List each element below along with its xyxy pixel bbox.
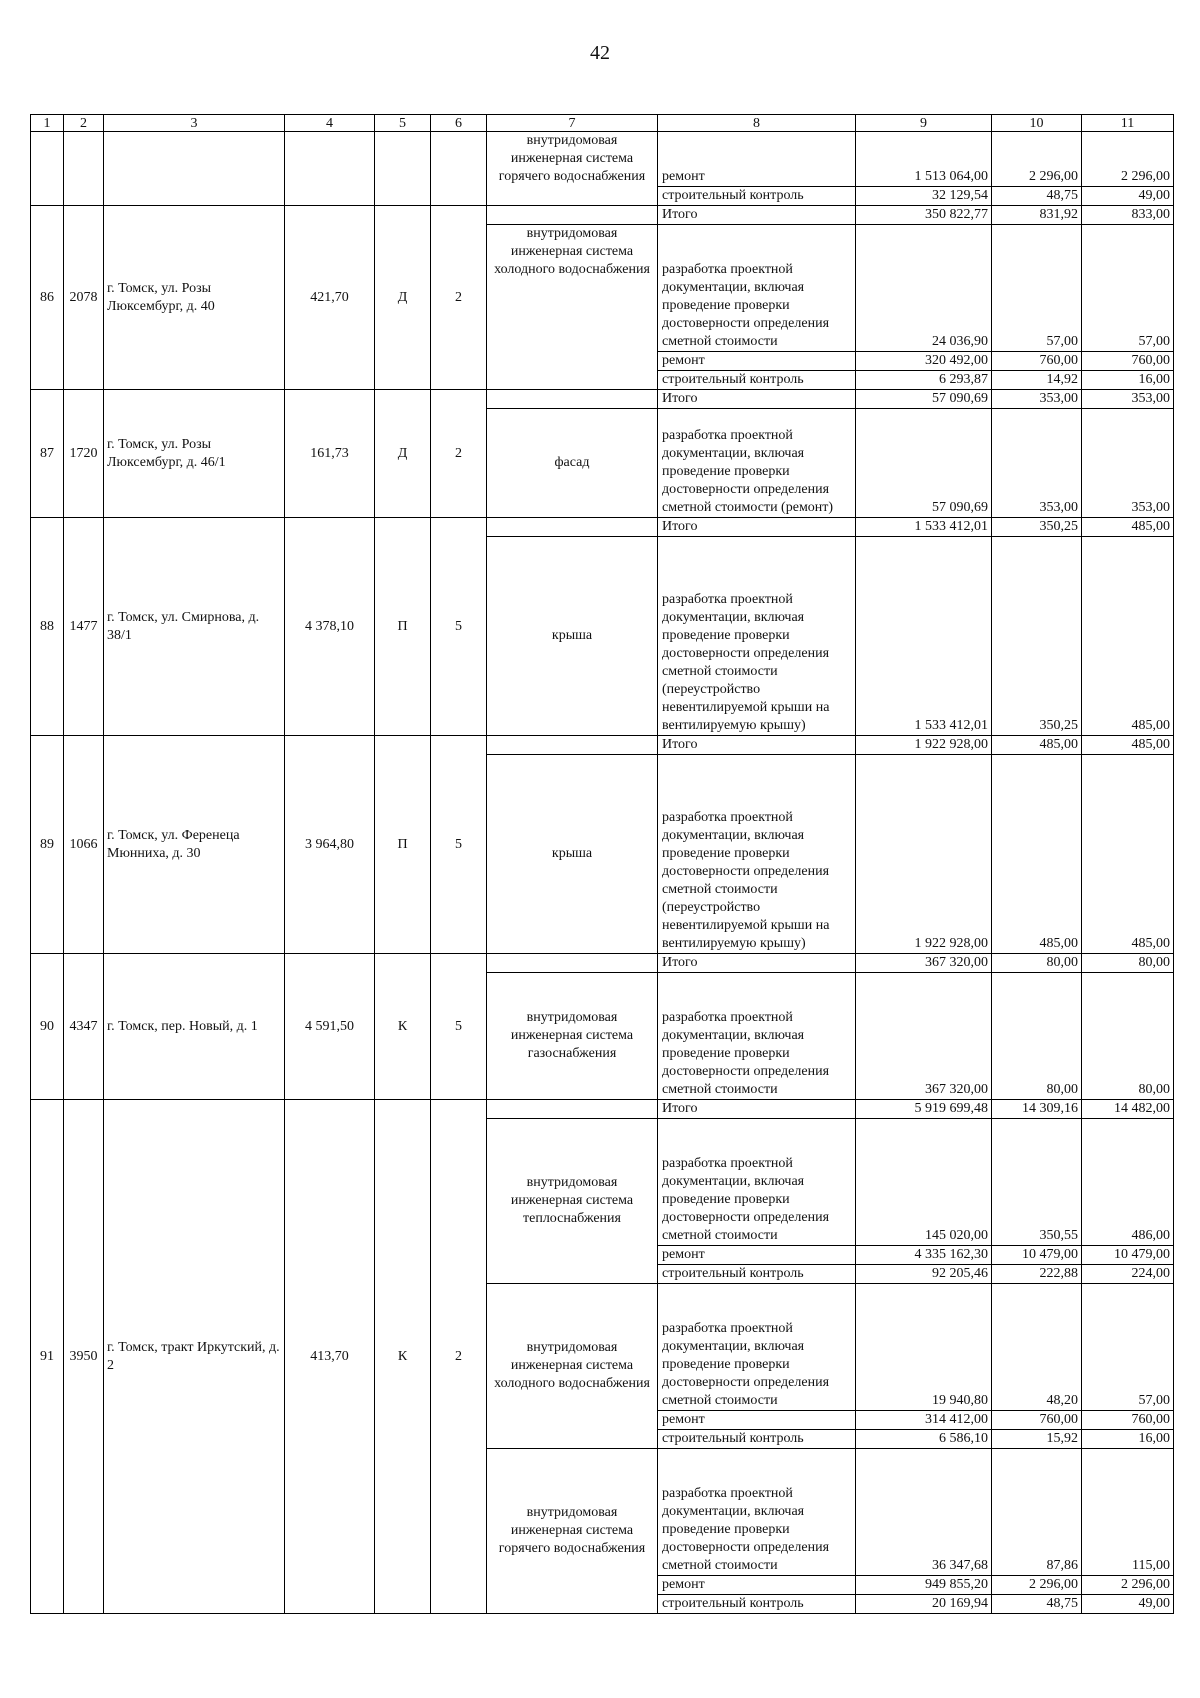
cost-value: 2 296,00 <box>1082 1576 1174 1595</box>
cost-value: 1 533 412,01 <box>856 537 992 736</box>
row-number: 86 <box>31 206 64 390</box>
total-value: 80,00 <box>992 954 1082 973</box>
total-value: 831,92 <box>992 206 1082 225</box>
address: г. Томск, ул. Розы Люксембург, д. 40 <box>104 206 285 390</box>
cost-value: 760,00 <box>992 1411 1082 1430</box>
cost-value: 6 293,87 <box>856 371 992 390</box>
house-id: 3950 <box>64 1100 104 1614</box>
floors: 2 <box>431 206 487 390</box>
total-value: 350,25 <box>992 518 1082 537</box>
header-cell: 3 <box>104 115 285 132</box>
work-type: крыша <box>487 755 658 954</box>
floors: 2 <box>431 390 487 518</box>
cost-value: 87,86 <box>992 1449 1082 1576</box>
cost-value: 4 335 162,30 <box>856 1246 992 1265</box>
house-type: П <box>375 518 431 736</box>
cost-value: 10 479,00 <box>1082 1246 1174 1265</box>
floors: 5 <box>431 954 487 1100</box>
cost-value: 485,00 <box>992 755 1082 954</box>
cell-empty <box>375 132 431 206</box>
cost-value: 57,00 <box>992 225 1082 352</box>
work-item: разработка проектной документации, включая проведение проверки достоверности определения сметной стоимости <box>658 1449 856 1576</box>
table-row <box>31 390 1174 409</box>
total-value: 57 090,69 <box>856 390 992 409</box>
cost-value: 92 205,46 <box>856 1265 992 1284</box>
house-id: 4347 <box>64 954 104 1100</box>
cell-empty <box>31 132 64 206</box>
total-value: 833,00 <box>1082 206 1174 225</box>
header-row <box>31 115 1174 132</box>
total-value: 80,00 <box>1082 954 1174 973</box>
cell-empty <box>285 132 375 206</box>
total-label: Итого <box>658 1100 856 1119</box>
work-item: строительный контроль <box>658 187 856 206</box>
header-cell: 9 <box>856 115 992 132</box>
header-cell: 5 <box>375 115 431 132</box>
work-type: внутридомовая инженерная система газоснабжения <box>487 973 658 1100</box>
cost-value: 760,00 <box>1082 352 1174 371</box>
total-label: Итого <box>658 518 856 537</box>
header-cell: 1 <box>31 115 64 132</box>
work-type: внутридомовая инженерная система горячего водоснабжения <box>487 1449 658 1614</box>
cost-value: 20 169,94 <box>856 1595 992 1614</box>
cost-value: 57,00 <box>1082 225 1174 352</box>
cell-empty <box>64 132 104 206</box>
work-item: разработка проектной документации, включая проведение проверки достоверности определения сметной стоимости <box>658 225 856 352</box>
cost-value: 32 129,54 <box>856 187 992 206</box>
house-id: 2078 <box>64 206 104 390</box>
cost-value: 80,00 <box>1082 973 1174 1100</box>
cost-value: 48,75 <box>992 1595 1082 1614</box>
cell-empty <box>104 132 285 206</box>
house-id: 1720 <box>64 390 104 518</box>
house-type: П <box>375 736 431 954</box>
work-item: ремонт <box>658 1411 856 1430</box>
cost-value: 49,00 <box>1082 1595 1174 1614</box>
cost-value: 2 296,00 <box>1082 132 1174 187</box>
total-label: Итого <box>658 390 856 409</box>
cost-value: 224,00 <box>1082 1265 1174 1284</box>
row-number: 89 <box>31 736 64 954</box>
cost-value: 350,55 <box>992 1119 1082 1246</box>
cost-value: 367 320,00 <box>856 973 992 1100</box>
cost-value: 1 513 064,00 <box>856 132 992 187</box>
cost-value: 10 479,00 <box>992 1246 1082 1265</box>
work-item: ремонт <box>658 352 856 371</box>
house-type: Д <box>375 206 431 390</box>
work-item: разработка проектной документации, включая проведение проверки достоверности определения сметной стоимости (ремонт) <box>658 409 856 518</box>
house-id: 1066 <box>64 736 104 954</box>
work-type: внутридомовая инженерная система горячего водоснабжения <box>487 132 658 206</box>
area: 161,73 <box>285 390 375 518</box>
work-type: внутридомовая инженерная система холодного водоснабжения <box>487 225 658 390</box>
total-value: 5 919 699,48 <box>856 1100 992 1119</box>
total-value: 350 822,77 <box>856 206 992 225</box>
area: 4 591,50 <box>285 954 375 1100</box>
work-item: ремонт <box>658 1246 856 1265</box>
area: 421,70 <box>285 206 375 390</box>
cost-value: 6 586,10 <box>856 1430 992 1449</box>
cell-empty <box>431 132 487 206</box>
table-row <box>31 954 1174 973</box>
row-number: 91 <box>31 1100 64 1614</box>
floors: 5 <box>431 518 487 736</box>
floors: 5 <box>431 736 487 954</box>
table-row <box>31 206 1174 225</box>
work-item: разработка проектной документации, включая проведение проверки достоверности определения сметной стоимости (переустройство невентилируемой крыши на вентилируемую крышу) <box>658 537 856 736</box>
cost-value: 760,00 <box>1082 1411 1174 1430</box>
total-value: 1 533 412,01 <box>856 518 992 537</box>
area: 3 964,80 <box>285 736 375 954</box>
cell-empty <box>487 206 658 225</box>
floors: 2 <box>431 1100 487 1614</box>
cell-empty <box>487 954 658 973</box>
total-value: 485,00 <box>1082 518 1174 537</box>
table-row <box>31 132 1174 187</box>
total-value: 367 320,00 <box>856 954 992 973</box>
header-cell: 7 <box>487 115 658 132</box>
total-value: 485,00 <box>1082 736 1174 755</box>
total-value: 485,00 <box>992 736 1082 755</box>
cost-value: 48,75 <box>992 187 1082 206</box>
cost-value: 16,00 <box>1082 371 1174 390</box>
address: г. Томск, тракт Иркутский, д. 2 <box>104 1100 285 1614</box>
row-number: 90 <box>31 954 64 1100</box>
cost-value: 16,00 <box>1082 1430 1174 1449</box>
cost-value: 24 036,90 <box>856 225 992 352</box>
total-value: 353,00 <box>992 390 1082 409</box>
cost-value: 80,00 <box>992 973 1082 1100</box>
table-row <box>31 518 1174 537</box>
cost-value: 350,25 <box>992 537 1082 736</box>
cost-value: 36 347,68 <box>856 1449 992 1576</box>
total-value: 1 922 928,00 <box>856 736 992 755</box>
total-label: Итого <box>658 736 856 755</box>
cost-value: 222,88 <box>992 1265 1082 1284</box>
cost-value: 485,00 <box>1082 537 1174 736</box>
capital-repair-table <box>30 114 1174 1614</box>
work-item: строительный контроль <box>658 1265 856 1284</box>
work-item: разработка проектной документации, включая проведение проверки достоверности определения сметной стоимости <box>658 973 856 1100</box>
page-number: 42 <box>590 42 610 64</box>
cell-empty <box>487 390 658 409</box>
total-value: 14 482,00 <box>1082 1100 1174 1119</box>
cost-value: 14,92 <box>992 371 1082 390</box>
work-item: ремонт <box>658 1576 856 1595</box>
cost-value: 145 020,00 <box>856 1119 992 1246</box>
cell-empty <box>487 518 658 537</box>
cost-value: 314 412,00 <box>856 1411 992 1430</box>
header-cell: 11 <box>1082 115 1174 132</box>
work-item: разработка проектной документации, включая проведение проверки достоверности определения сметной стоимости <box>658 1284 856 1411</box>
house-id: 1477 <box>64 518 104 736</box>
work-type: фасад <box>487 409 658 518</box>
total-label: Итого <box>658 954 856 973</box>
cost-value: 353,00 <box>992 409 1082 518</box>
house-type: К <box>375 1100 431 1614</box>
header-cell: 6 <box>431 115 487 132</box>
cost-value: 57,00 <box>1082 1284 1174 1411</box>
address: г. Томск, пер. Новый, д. 1 <box>104 954 285 1100</box>
address: г. Томск, ул. Розы Люксембург, д. 46/1 <box>104 390 285 518</box>
work-item: разработка проектной документации, включая проведение проверки достоверности определения сметной стоимости <box>658 1119 856 1246</box>
work-type: крыша <box>487 537 658 736</box>
work-type: внутридомовая инженерная система холодного водоснабжения <box>487 1284 658 1449</box>
cost-value: 760,00 <box>992 352 1082 371</box>
cost-value: 2 296,00 <box>992 132 1082 187</box>
area: 4 378,10 <box>285 518 375 736</box>
cost-value: 48,20 <box>992 1284 1082 1411</box>
house-type: Д <box>375 390 431 518</box>
header-cell: 8 <box>658 115 856 132</box>
cost-value: 2 296,00 <box>992 1576 1082 1595</box>
cost-value: 1 922 928,00 <box>856 755 992 954</box>
header-cell: 10 <box>992 115 1082 132</box>
work-type: внутридомовая инженерная система теплоснабжения <box>487 1119 658 1284</box>
cost-value: 19 940,80 <box>856 1284 992 1411</box>
row-number: 87 <box>31 390 64 518</box>
house-type: К <box>375 954 431 1100</box>
row-number: 88 <box>31 518 64 736</box>
work-item: строительный контроль <box>658 371 856 390</box>
total-value: 353,00 <box>1082 390 1174 409</box>
work-item: строительный контроль <box>658 1595 856 1614</box>
header-cell: 2 <box>64 115 104 132</box>
cost-value: 15,92 <box>992 1430 1082 1449</box>
cell-empty <box>487 1100 658 1119</box>
cost-value: 49,00 <box>1082 187 1174 206</box>
cost-value: 115,00 <box>1082 1449 1174 1576</box>
header-cell: 4 <box>285 115 375 132</box>
area: 413,70 <box>285 1100 375 1614</box>
cost-value: 57 090,69 <box>856 409 992 518</box>
cost-value: 949 855,20 <box>856 1576 992 1595</box>
table-row <box>31 736 1174 755</box>
table-row <box>31 1100 1174 1119</box>
total-label: Итого <box>658 206 856 225</box>
cell-empty <box>487 736 658 755</box>
work-item: ремонт <box>658 132 856 187</box>
cost-value: 320 492,00 <box>856 352 992 371</box>
work-item: строительный контроль <box>658 1430 856 1449</box>
cost-value: 353,00 <box>1082 409 1174 518</box>
address: г. Томск, ул. Смирнова, д. 38/1 <box>104 518 285 736</box>
address: г. Томск, ул. Ференеца Мюнниха, д. 30 <box>104 736 285 954</box>
total-value: 14 309,16 <box>992 1100 1082 1119</box>
cost-value: 485,00 <box>1082 755 1174 954</box>
cost-value: 486,00 <box>1082 1119 1174 1246</box>
work-item: разработка проектной документации, включая проведение проверки достоверности определения сметной стоимости (переустройство невентилируемой крыши на вентилируемую крышу) <box>658 755 856 954</box>
